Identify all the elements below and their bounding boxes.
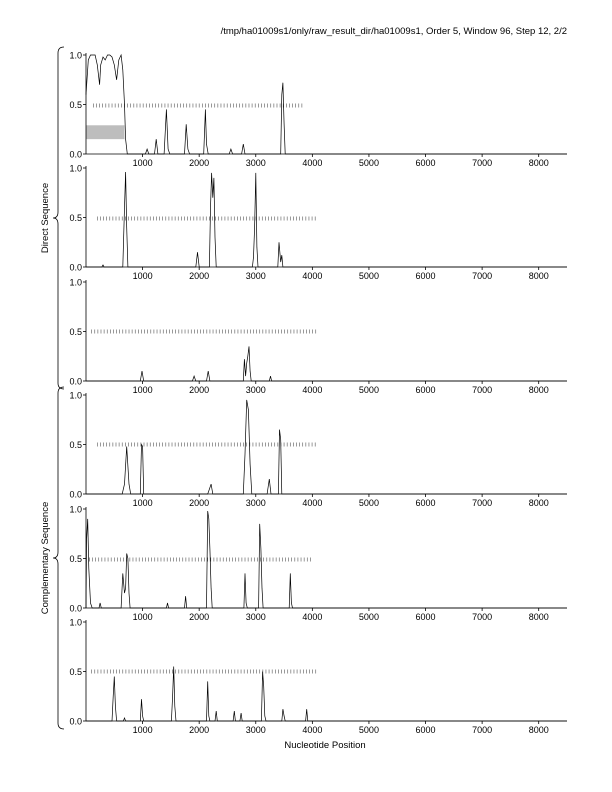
x-tick-label: 1000: [132, 725, 153, 735]
bracket-shape: [53, 387, 64, 729]
x-tick-label: 5000: [358, 725, 379, 735]
x-tick-label: 7000: [472, 158, 493, 168]
panel-6: [69, 618, 567, 736]
panel-5: [69, 505, 567, 623]
y-tick-label: 1.0: [69, 50, 82, 61]
x-tick-label: 5000: [358, 612, 379, 622]
group-label: Direct Sequence: [40, 182, 51, 254]
x-tick-label: 7000: [472, 725, 493, 735]
y-tick-label: 1.0: [69, 277, 82, 288]
profile-trace: [86, 55, 567, 154]
x-tick-label: 1000: [132, 385, 153, 395]
x-tick-label: 3000: [245, 612, 266, 622]
x-tick-label: 6000: [415, 612, 436, 622]
y-tick-label: 0.0: [69, 262, 82, 273]
x-tick-label: 3000: [245, 271, 266, 281]
x-tick-label: 1000: [132, 498, 153, 508]
x-tick-label: 6000: [415, 498, 436, 508]
x-tick-label: 8000: [528, 612, 549, 622]
group-bracket-1: [40, 47, 64, 389]
x-tick-label: 6000: [415, 158, 436, 168]
y-tick-label: 1.0: [69, 163, 82, 174]
y-tick-label: 0.5: [69, 554, 82, 564]
y-tick-label: 0.5: [69, 100, 82, 110]
panel-2: [69, 164, 567, 282]
x-tick-label: 7000: [472, 498, 493, 508]
shaded-region: [86, 125, 124, 139]
profile-trace: [86, 667, 567, 722]
y-tick-label: 1.0: [69, 504, 82, 515]
bracket-shape: [53, 47, 64, 389]
x-tick-label: 2000: [189, 498, 210, 508]
x-tick-label: 8000: [528, 725, 549, 735]
x-tick-label: 1000: [132, 271, 153, 281]
x-tick-label: 7000: [472, 271, 493, 281]
x-tick-label: 4000: [302, 498, 323, 508]
y-tick-label: 0.5: [69, 440, 82, 450]
y-tick-label: 0.5: [69, 667, 82, 677]
x-tick-label: 5000: [358, 271, 379, 281]
y-tick-label: 0.0: [69, 376, 82, 387]
x-tick-label: 8000: [528, 271, 549, 281]
x-tick-label: 8000: [528, 158, 549, 168]
x-tick-label: 2000: [189, 725, 210, 735]
x-tick-label: 5000: [358, 158, 379, 168]
panels-layer: [69, 51, 567, 736]
x-tick-label: 6000: [415, 385, 436, 395]
panel-1: [69, 51, 567, 169]
x-tick-label: 6000: [415, 271, 436, 281]
y-tick-label: 0.5: [69, 327, 82, 337]
y-tick-label: 0.0: [69, 716, 82, 727]
x-tick-label: 1000: [132, 612, 153, 622]
y-tick-label: 1.0: [69, 617, 82, 628]
y-tick-label: 0.0: [69, 603, 82, 614]
x-axis-title: Nucleotide Position: [284, 740, 366, 751]
profile-trace: [86, 400, 567, 494]
x-tick-label: 4000: [302, 725, 323, 735]
x-tick-label: 3000: [245, 385, 266, 395]
group-brackets: [40, 47, 64, 729]
profile-trace: [86, 172, 567, 267]
x-tick-label: 3000: [245, 158, 266, 168]
panel-3: [69, 278, 567, 396]
profile-trace: [86, 346, 567, 381]
group-label: Complementary Sequence: [40, 501, 51, 615]
plot-header-path: /tmp/ha01009s1/only/raw_result_dir/ha01009s1, Order 5, Window 96, Step 12, 2/2: [220, 26, 567, 37]
x-tick-label: 4000: [302, 158, 323, 168]
x-tick-label: 2000: [189, 385, 210, 395]
x-tick-label: 8000: [528, 385, 549, 395]
y-tick-label: 1.0: [69, 390, 82, 401]
x-tick-label: 4000: [302, 612, 323, 622]
x-tick-label: 3000: [245, 498, 266, 508]
x-tick-label: 3000: [245, 725, 266, 735]
x-tick-label: 5000: [358, 498, 379, 508]
x-tick-label: 2000: [189, 612, 210, 622]
group-bracket-2: [40, 387, 64, 729]
x-tick-label: 4000: [302, 385, 323, 395]
x-tick-label: 7000: [472, 385, 493, 395]
x-tick-label: 4000: [302, 271, 323, 281]
x-tick-label: 2000: [189, 158, 210, 168]
x-tick-label: 7000: [472, 612, 493, 622]
x-tick-label: 2000: [189, 271, 210, 281]
y-tick-label: 0.0: [69, 489, 82, 500]
y-tick-label: 0.5: [69, 213, 82, 223]
x-tick-label: 6000: [415, 725, 436, 735]
panel-4: [69, 391, 567, 509]
y-tick-label: 0.0: [69, 149, 82, 160]
x-tick-label: 1000: [132, 158, 153, 168]
x-tick-label: 8000: [528, 498, 549, 508]
x-tick-label: 5000: [358, 385, 379, 395]
